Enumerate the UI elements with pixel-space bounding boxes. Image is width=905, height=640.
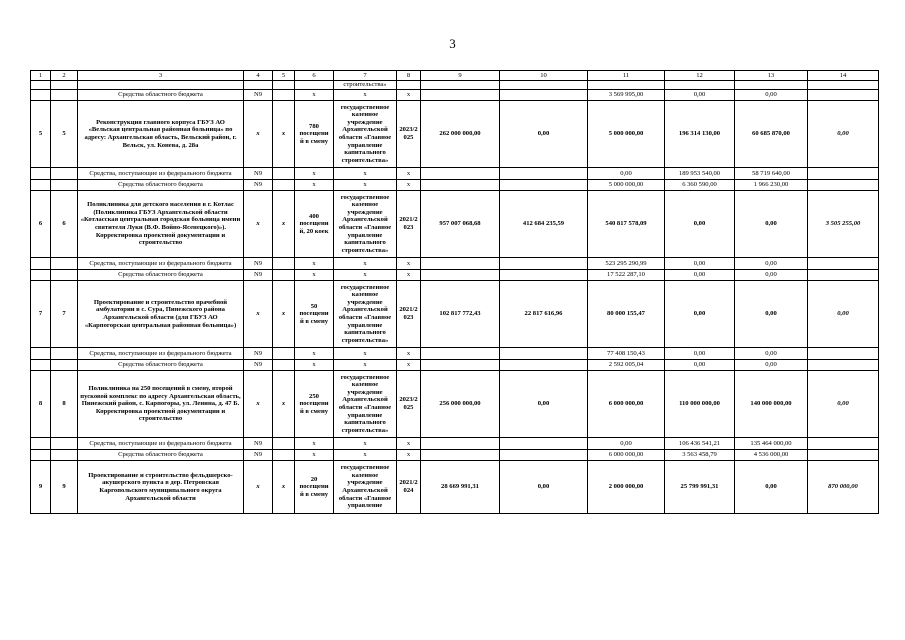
funding-source-row — [31, 360, 879, 371]
total-cost: 256 000 000,00 — [421, 371, 500, 438]
funding-source-name: Средства областного бюджета — [78, 90, 244, 101]
year3-amount: 58 719 640,00 — [735, 168, 808, 180]
year1-amount: 0,00 — [588, 168, 665, 180]
remaining-amount — [808, 90, 879, 101]
capacity: 400 посещени й, 20 коек — [295, 191, 334, 258]
budget-table — [30, 70, 879, 514]
cell-c6: x — [295, 180, 334, 191]
cell-c10 — [500, 90, 588, 101]
empty-cell — [273, 258, 295, 270]
cell-c7: x — [334, 258, 397, 270]
cell-c9 — [421, 90, 500, 101]
funding-source-row — [31, 258, 879, 270]
remaining-amount — [808, 258, 879, 270]
cell-c4: N9 — [244, 270, 273, 281]
empty-cell — [273, 270, 295, 281]
year1-amount: 540 817 578,09 — [588, 191, 665, 258]
empty-cell — [31, 360, 51, 371]
row-subnumber: 5 — [51, 101, 78, 168]
empty-cell — [273, 348, 295, 360]
cell-c8: x — [397, 438, 421, 450]
period: 2023/2 025 — [397, 101, 421, 168]
year3-amount: 135 464 000,00 — [735, 438, 808, 450]
col-header: 10 — [500, 71, 588, 81]
funding-source-name: Средства, поступающие из федерального бюджета — [78, 438, 244, 450]
remaining-amount — [808, 168, 879, 180]
object-row — [31, 281, 879, 348]
funding-source-row — [31, 270, 879, 281]
object-name: Поликлиника на 250 посещений в смену, второй пусковой комплекс по адресу Архангельская область, Пинежский район, с. Карпогоры, ул. Ленина, д. 47 Б. Корректировка проектной документации и строительство — [78, 371, 244, 438]
cell-c8: x — [397, 180, 421, 191]
cell-c6: x — [295, 168, 334, 180]
funding-source-row — [31, 180, 879, 191]
year2-amount: 0,00 — [665, 90, 735, 101]
page-number: 3 — [449, 36, 456, 51]
cell-c4: x — [244, 101, 273, 168]
funding-source-row — [31, 450, 879, 461]
executor: государственное казенное учреждение Архангельской области «Главное управление капитального строительства» — [334, 101, 397, 168]
cell-c4: N9 — [244, 360, 273, 371]
row-subnumber: 8 — [51, 371, 78, 438]
col-header: 9 — [421, 71, 500, 81]
cell-c7: x — [334, 180, 397, 191]
cell-c8: x — [397, 90, 421, 101]
empty-cell — [31, 348, 51, 360]
year2-amount: 6 360 590,00 — [665, 180, 735, 191]
year2-amount: 189 953 540,00 — [665, 168, 735, 180]
year1-amount: 523 295 290,99 — [588, 258, 665, 270]
total-cost: 262 000 000,00 — [421, 101, 500, 168]
funding-source-name: Средства областного бюджета — [78, 270, 244, 281]
empty-cell — [51, 258, 78, 270]
cell-c8: x — [397, 258, 421, 270]
total-cost: 102 817 772,43 — [421, 281, 500, 348]
capacity: 20 посещени й в смену — [295, 461, 334, 514]
object-row — [31, 371, 879, 438]
empty-cell — [31, 270, 51, 281]
executor: государственное казенное учреждение Архангельской области «Главное управление капитального строительства» — [334, 281, 397, 348]
cell-c9 — [421, 450, 500, 461]
year3-amount: 0,00 — [735, 360, 808, 371]
cell-c4: x — [244, 371, 273, 438]
year2-amount: 25 799 991,31 — [665, 461, 735, 514]
empty-cell — [31, 168, 51, 180]
col-header: 2 — [51, 71, 78, 81]
funding-source-row — [31, 168, 879, 180]
executor: государственное казенное учреждение Архангельской области «Главное управление капитального строительства» — [334, 371, 397, 438]
row-number: 9 — [31, 461, 51, 514]
cell-c4: N9 — [244, 348, 273, 360]
empty-cell — [273, 360, 295, 371]
cell-c5: x — [273, 371, 295, 438]
empty-cell — [31, 438, 51, 450]
cell-c7: x — [334, 360, 397, 371]
year3-amount: 0,00 — [735, 348, 808, 360]
row-number: 5 — [31, 101, 51, 168]
year2-amount: 106 436 541,21 — [665, 438, 735, 450]
col-header: 3 — [78, 71, 244, 81]
empty-cell — [273, 438, 295, 450]
cell-c6: x — [295, 270, 334, 281]
funding-source-name: Средства областного бюджета — [78, 360, 244, 371]
year2-amount: 3 563 458,79 — [665, 450, 735, 461]
empty-cell — [51, 168, 78, 180]
object-row — [31, 191, 879, 258]
cell-c8: x — [397, 360, 421, 371]
capacity: 50 посещени й в смену — [295, 281, 334, 348]
year1-amount: 2 000 000,00 — [588, 461, 665, 514]
object-row — [31, 461, 879, 514]
row-subnumber: 9 — [51, 461, 78, 514]
funded-before: 412 684 235,59 — [500, 191, 588, 258]
col-header: 1 — [31, 71, 51, 81]
col-header: 6 — [295, 71, 334, 81]
cell-c6: x — [295, 258, 334, 270]
year1-amount: 6 000 000,00 — [588, 450, 665, 461]
funding-source-name: Средства, поступающие из федерального бюджета — [78, 258, 244, 270]
year1-amount: 5 000 000,00 — [588, 101, 665, 168]
cell-c7: x — [334, 270, 397, 281]
cell-c6: x — [295, 438, 334, 450]
executor: государственное казенное учреждение Архангельской области «Главное управление — [334, 461, 397, 514]
year1-amount: 17 522 287,10 — [588, 270, 665, 281]
capacity: 780 посещени й в смену — [295, 101, 334, 168]
object-name: Проектирование и строительство врачебной амбулатории в с. Сура, Пинежского района Архангельской области (для ГБУЗ АО «Карпогорская центральная районная больница») — [78, 281, 244, 348]
year3-amount: 4 536 000,00 — [735, 450, 808, 461]
total-cost: 28 669 991,31 — [421, 461, 500, 514]
year2-amount: 0,00 — [665, 191, 735, 258]
year2-amount: 0,00 — [665, 360, 735, 371]
remaining-amount — [808, 270, 879, 281]
year1-amount: 6 000 000,00 — [588, 371, 665, 438]
object-name: Поликлиника для детского населения в г. Котлас (Поликлиника ГБУЗ Архангельской области «Котласская центральная городская больница имени святителя Луки (В.Ф. Войно-Ясенецкого)»). Корректировка проектной документации и строительство — [78, 191, 244, 258]
funding-source-row — [31, 90, 879, 101]
cell-c10 — [500, 258, 588, 270]
col-header: 5 — [273, 71, 295, 81]
empty-cell — [273, 450, 295, 461]
funding-source-name: Средства, поступающие из федерального бюджета — [78, 168, 244, 180]
row-subnumber: 7 — [51, 281, 78, 348]
object-name: Проектирование и строительство фельдшерско-акушерского пункта в дер. Петровская Каргопольского муниципального округа Архангельской области — [78, 461, 244, 514]
empty-cell — [31, 450, 51, 461]
cell-c5: x — [273, 281, 295, 348]
empty-cell — [273, 180, 295, 191]
cell-c10 — [500, 450, 588, 461]
funded-before: 0,00 — [500, 101, 588, 168]
cell-c8: x — [397, 450, 421, 461]
empty-cell — [51, 90, 78, 101]
year2-amount: 0,00 — [665, 258, 735, 270]
col-header: 7 — [334, 71, 397, 81]
carry-over-row — [31, 81, 879, 90]
year1-amount: 80 000 155,47 — [588, 281, 665, 348]
period: 2023/2 025 — [397, 371, 421, 438]
remaining-amount — [808, 348, 879, 360]
row-subnumber: 6 — [51, 191, 78, 258]
remaining-amount: 870 000,00 — [808, 461, 879, 514]
col-header: 8 — [397, 71, 421, 81]
remaining-amount — [808, 180, 879, 191]
total-cost: 957 007 068,68 — [421, 191, 500, 258]
cell-c7: x — [334, 348, 397, 360]
empty-cell — [273, 168, 295, 180]
cell-c5: x — [273, 191, 295, 258]
cell-c4: N9 — [244, 438, 273, 450]
funded-before: 0,00 — [500, 371, 588, 438]
cell-c5: x — [273, 101, 295, 168]
empty-cell — [273, 90, 295, 101]
cell-c4: N9 — [244, 168, 273, 180]
cell-c7: x — [334, 450, 397, 461]
object-row — [31, 101, 879, 168]
cell-c10 — [500, 180, 588, 191]
object-name: Реконструкция главного корпуса ГБУЗ АО «Вельская центральная районная больница» по адресу: Архангельская область, Вельский район, г. Вельск, ул. Конева, д. 28а — [78, 101, 244, 168]
cell-c7: x — [334, 438, 397, 450]
period: 2021/2 024 — [397, 461, 421, 514]
col-header: 14 — [808, 71, 879, 81]
cell-c10 — [500, 168, 588, 180]
cell-c9 — [421, 258, 500, 270]
period: 2021/2 023 — [397, 281, 421, 348]
remaining-amount: 3 505 255,00 — [808, 191, 879, 258]
funding-source-row — [31, 438, 879, 450]
remaining-amount: 0,00 — [808, 371, 879, 438]
year3-amount: 60 685 870,00 — [735, 101, 808, 168]
remaining-amount — [808, 450, 879, 461]
remaining-amount: 0,00 — [808, 281, 879, 348]
year1-amount: 5 000 000,00 — [588, 180, 665, 191]
year1-amount: 2 592 005,04 — [588, 360, 665, 371]
cell-c8: x — [397, 168, 421, 180]
year2-amount: 0,00 — [665, 270, 735, 281]
cell-c6: x — [295, 348, 334, 360]
empty-cell — [51, 450, 78, 461]
empty-cell — [51, 270, 78, 281]
empty-cell — [31, 258, 51, 270]
funding-source-name: Средства областного бюджета — [78, 450, 244, 461]
year2-amount: 196 314 130,00 — [665, 101, 735, 168]
cell-c6: x — [295, 360, 334, 371]
remaining-amount — [808, 360, 879, 371]
year1-amount: 0,00 — [588, 438, 665, 450]
funded-before: 22 817 616,96 — [500, 281, 588, 348]
year3-amount: 0,00 — [735, 90, 808, 101]
cell-c5: x — [273, 461, 295, 514]
cell-c4: N9 — [244, 258, 273, 270]
executor: государственное казенное учреждение Архангельской области «Главное управление капитального строительства» — [334, 191, 397, 258]
year1-amount: 77 408 150,43 — [588, 348, 665, 360]
cell-c10 — [500, 360, 588, 371]
cell-c9 — [421, 348, 500, 360]
cell-c4: x — [244, 461, 273, 514]
year3-amount: 1 966 230,00 — [735, 180, 808, 191]
cell-c7: x — [334, 168, 397, 180]
funding-source-name: Средства, поступающие из федерального бюджета — [78, 348, 244, 360]
year3-amount: 0,00 — [735, 281, 808, 348]
funding-source-row — [31, 348, 879, 360]
col-header: 13 — [735, 71, 808, 81]
empty-cell — [31, 90, 51, 101]
cell-c10 — [500, 348, 588, 360]
period: 2021/2 023 — [397, 191, 421, 258]
year1-amount: 3 569 995,00 — [588, 90, 665, 101]
row-number: 6 — [31, 191, 51, 258]
cell-c4: x — [244, 281, 273, 348]
funded-before: 0,00 — [500, 461, 588, 514]
cell-c9 — [421, 360, 500, 371]
remaining-amount — [808, 438, 879, 450]
cell-c4: N9 — [244, 450, 273, 461]
empty-cell — [51, 348, 78, 360]
year2-amount: 0,00 — [665, 348, 735, 360]
capacity: 250 посещени й в смену — [295, 371, 334, 438]
cell-c8: x — [397, 270, 421, 281]
cell-c6: x — [295, 90, 334, 101]
col-header: 4 — [244, 71, 273, 81]
cell-c9 — [421, 270, 500, 281]
empty-cell — [51, 360, 78, 371]
year3-amount: 140 000 000,00 — [735, 371, 808, 438]
cell-c10 — [500, 270, 588, 281]
empty-cell — [51, 438, 78, 450]
cell-c6: x — [295, 450, 334, 461]
year3-amount: 0,00 — [735, 258, 808, 270]
col-header: 12 — [665, 71, 735, 81]
row-number: 8 — [31, 371, 51, 438]
year3-amount: 0,00 — [735, 191, 808, 258]
cell-c9 — [421, 180, 500, 191]
year3-amount: 0,00 — [735, 270, 808, 281]
cell-c4: N9 — [244, 90, 273, 101]
cell-c7: x — [334, 90, 397, 101]
carry-over-text: строительства» — [334, 81, 397, 90]
year3-amount: 0,00 — [735, 461, 808, 514]
cell-c10 — [500, 438, 588, 450]
remaining-amount: 0,00 — [808, 101, 879, 168]
cell-c4: x — [244, 191, 273, 258]
year2-amount: 110 000 000,00 — [665, 371, 735, 438]
row-number: 7 — [31, 281, 51, 348]
empty-cell — [31, 180, 51, 191]
year2-amount: 0,00 — [665, 281, 735, 348]
cell-c9 — [421, 168, 500, 180]
cell-c8: x — [397, 348, 421, 360]
column-header-row — [31, 71, 879, 81]
cell-c4: N9 — [244, 180, 273, 191]
funding-source-name: Средства областного бюджета — [78, 180, 244, 191]
empty-cell — [51, 180, 78, 191]
cell-c9 — [421, 438, 500, 450]
col-header: 11 — [588, 71, 665, 81]
